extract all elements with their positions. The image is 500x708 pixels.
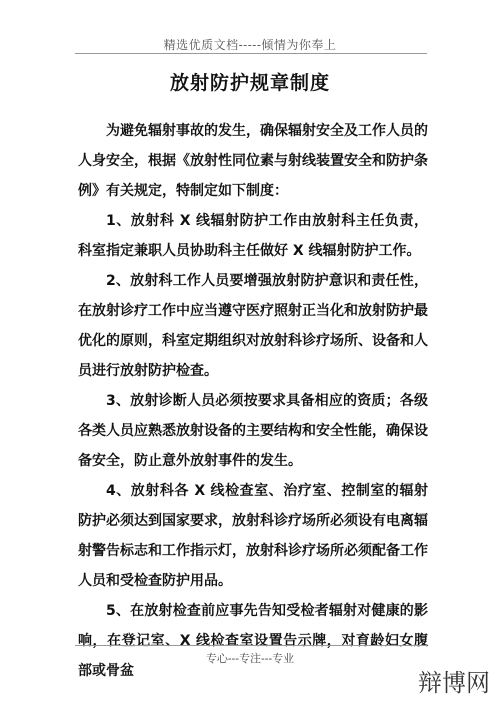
header-rule [75, 53, 427, 54]
document-title: 放射防护规章制度 [169, 72, 330, 94]
paragraph-rule-4: 4、放射科各 X 线检查室、治疗室、控制室的辐射防护必须达到国家要求，放射科诊疗场所必须设有电离辐射警告标志和工作指示灯，放射科诊疗场所必须配备工作人员和受检查防护用品。 [78, 483, 428, 589]
site-watermark: 辩博网 [418, 669, 490, 697]
paragraph-rule-2: 2、放射科工作人员要增强放射防护意识和责任性，在放射诊疗工作中应当遵守医疗照射正当化和放射防护最优化的原则，科室定期组织对放射科诊疗场所、设备和人员进行放射防护检查。 [78, 273, 428, 379]
page-footer: 专心---专注---专业 [205, 652, 295, 665]
paragraph-intro: 为避免辐射事故的发生，确保辐射安全及工作人员的人身安全，根据《放射性同位素与射线装置安全和防护条例》有关规定，特制定如下制度： [78, 123, 428, 199]
paragraph-rule-5: 5、在放射检查前应事先告知受检者辐射对健康的影响，在登记室、X 线检查室设置告示牌，对育龄妇女腹部或骨盆 [78, 603, 428, 679]
paragraph-rule-1: 1、放射科 X 线辐射防护工作由放射科主任负责，科室指定兼职人员协助科主任做好 X 线辐射防护工作。 [78, 213, 428, 259]
footer-rule [75, 645, 427, 646]
paragraph-rule-3: 3、放射诊断人员必须按要求具备相应的资质；各级各类人员应熟悉放射设备的主要结构和安全性能，确保设备安全，防止意外放射事件的发生。 [78, 393, 428, 469]
page-header: 精选优质文档-----倾情为你奉上 [163, 38, 337, 52]
document-body [78, 116, 428, 686]
